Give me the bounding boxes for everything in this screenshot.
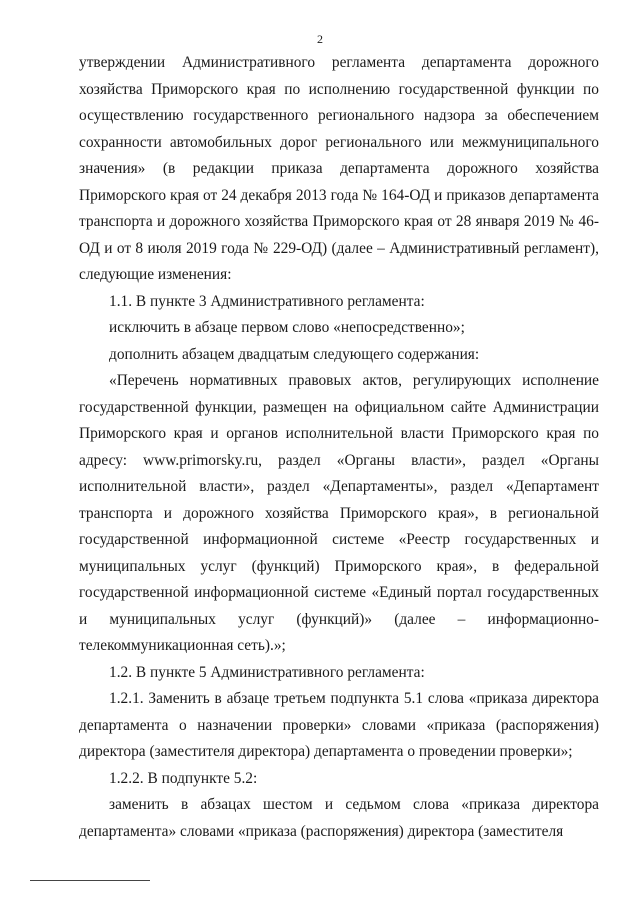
- paragraph-quoted-list: «Перечень нормативных правовых актов, регулирующих исполнение государственной функции, размещен на официальном сайте Администрации Приморского края и органов исполнительной власти Приморского края по адресу: www.primorsky.ru, раздел «Органы власти», раздел «Органы исполнительной власти», раздел «Департаменты», раздел «Департамент транспорта и дорожного хозяйства Приморского края», в региональной государственной информационной системе «Реестр государственных и муниципальных услуг (функций) Приморского края», в федеральной государственной информационной системе «Единый портал государственных и муниципальных услуг (функций)» (далее – информационно-телекоммуникационная сеть).»;: [79, 372, 599, 654]
- document-body: [79, 50, 599, 845]
- paragraph-exclude-word: исключить в абзаце первом слово «непосредственно»;: [109, 319, 465, 336]
- paragraph-intro-continuation: утверждении Административного регламента департамента дорожного хозяйства Приморского края по исполнению государственной функции по осуществлению государственного регионального надзора за обеспечением сохранности автомобильных дорог регионального или межмуниципального значения» (в редакции приказа департамента дорожного хозяйства Приморского края от 24 декабря 2013 года № 164-ОД и приказов департамента транспорта и дорожного хозяйства Приморского края от 28 января 2019 № 46-ОД и от 8 июля 2019 года № 229-ОД) (далее – Административный регламент), следующие изменения:: [79, 54, 599, 283]
- paragraph-item-1-2-1: 1.2.1. Заменить в абзаце третьем подпункта 5.1 слова «приказа директора департамента о назначении проверки» словами «приказа (распоряжения) директора (заместителя директора) департамента о проведении проверки»;: [79, 690, 599, 760]
- paragraph-item-1-2: 1.2. В пункте 5 Административного регламента:: [109, 663, 425, 681]
- paragraph-replace-words: заменить в абзацах шестом и седьмом слова «приказа директора департамента» словами «приказа (распоряжения) директора (заместителя: [79, 796, 599, 840]
- paragraph-item-1-1: 1.1. В пункте 3 Административного регламента:: [109, 292, 425, 310]
- paragraph-item-1-2-2: 1.2.2. В подпункте 5.2:: [109, 769, 258, 787]
- paragraph-add-abzats: дополнить абзацем двадцатым следующего содержания:: [109, 345, 480, 363]
- footer-divider: [30, 880, 150, 881]
- page-number: 2: [317, 32, 323, 46]
